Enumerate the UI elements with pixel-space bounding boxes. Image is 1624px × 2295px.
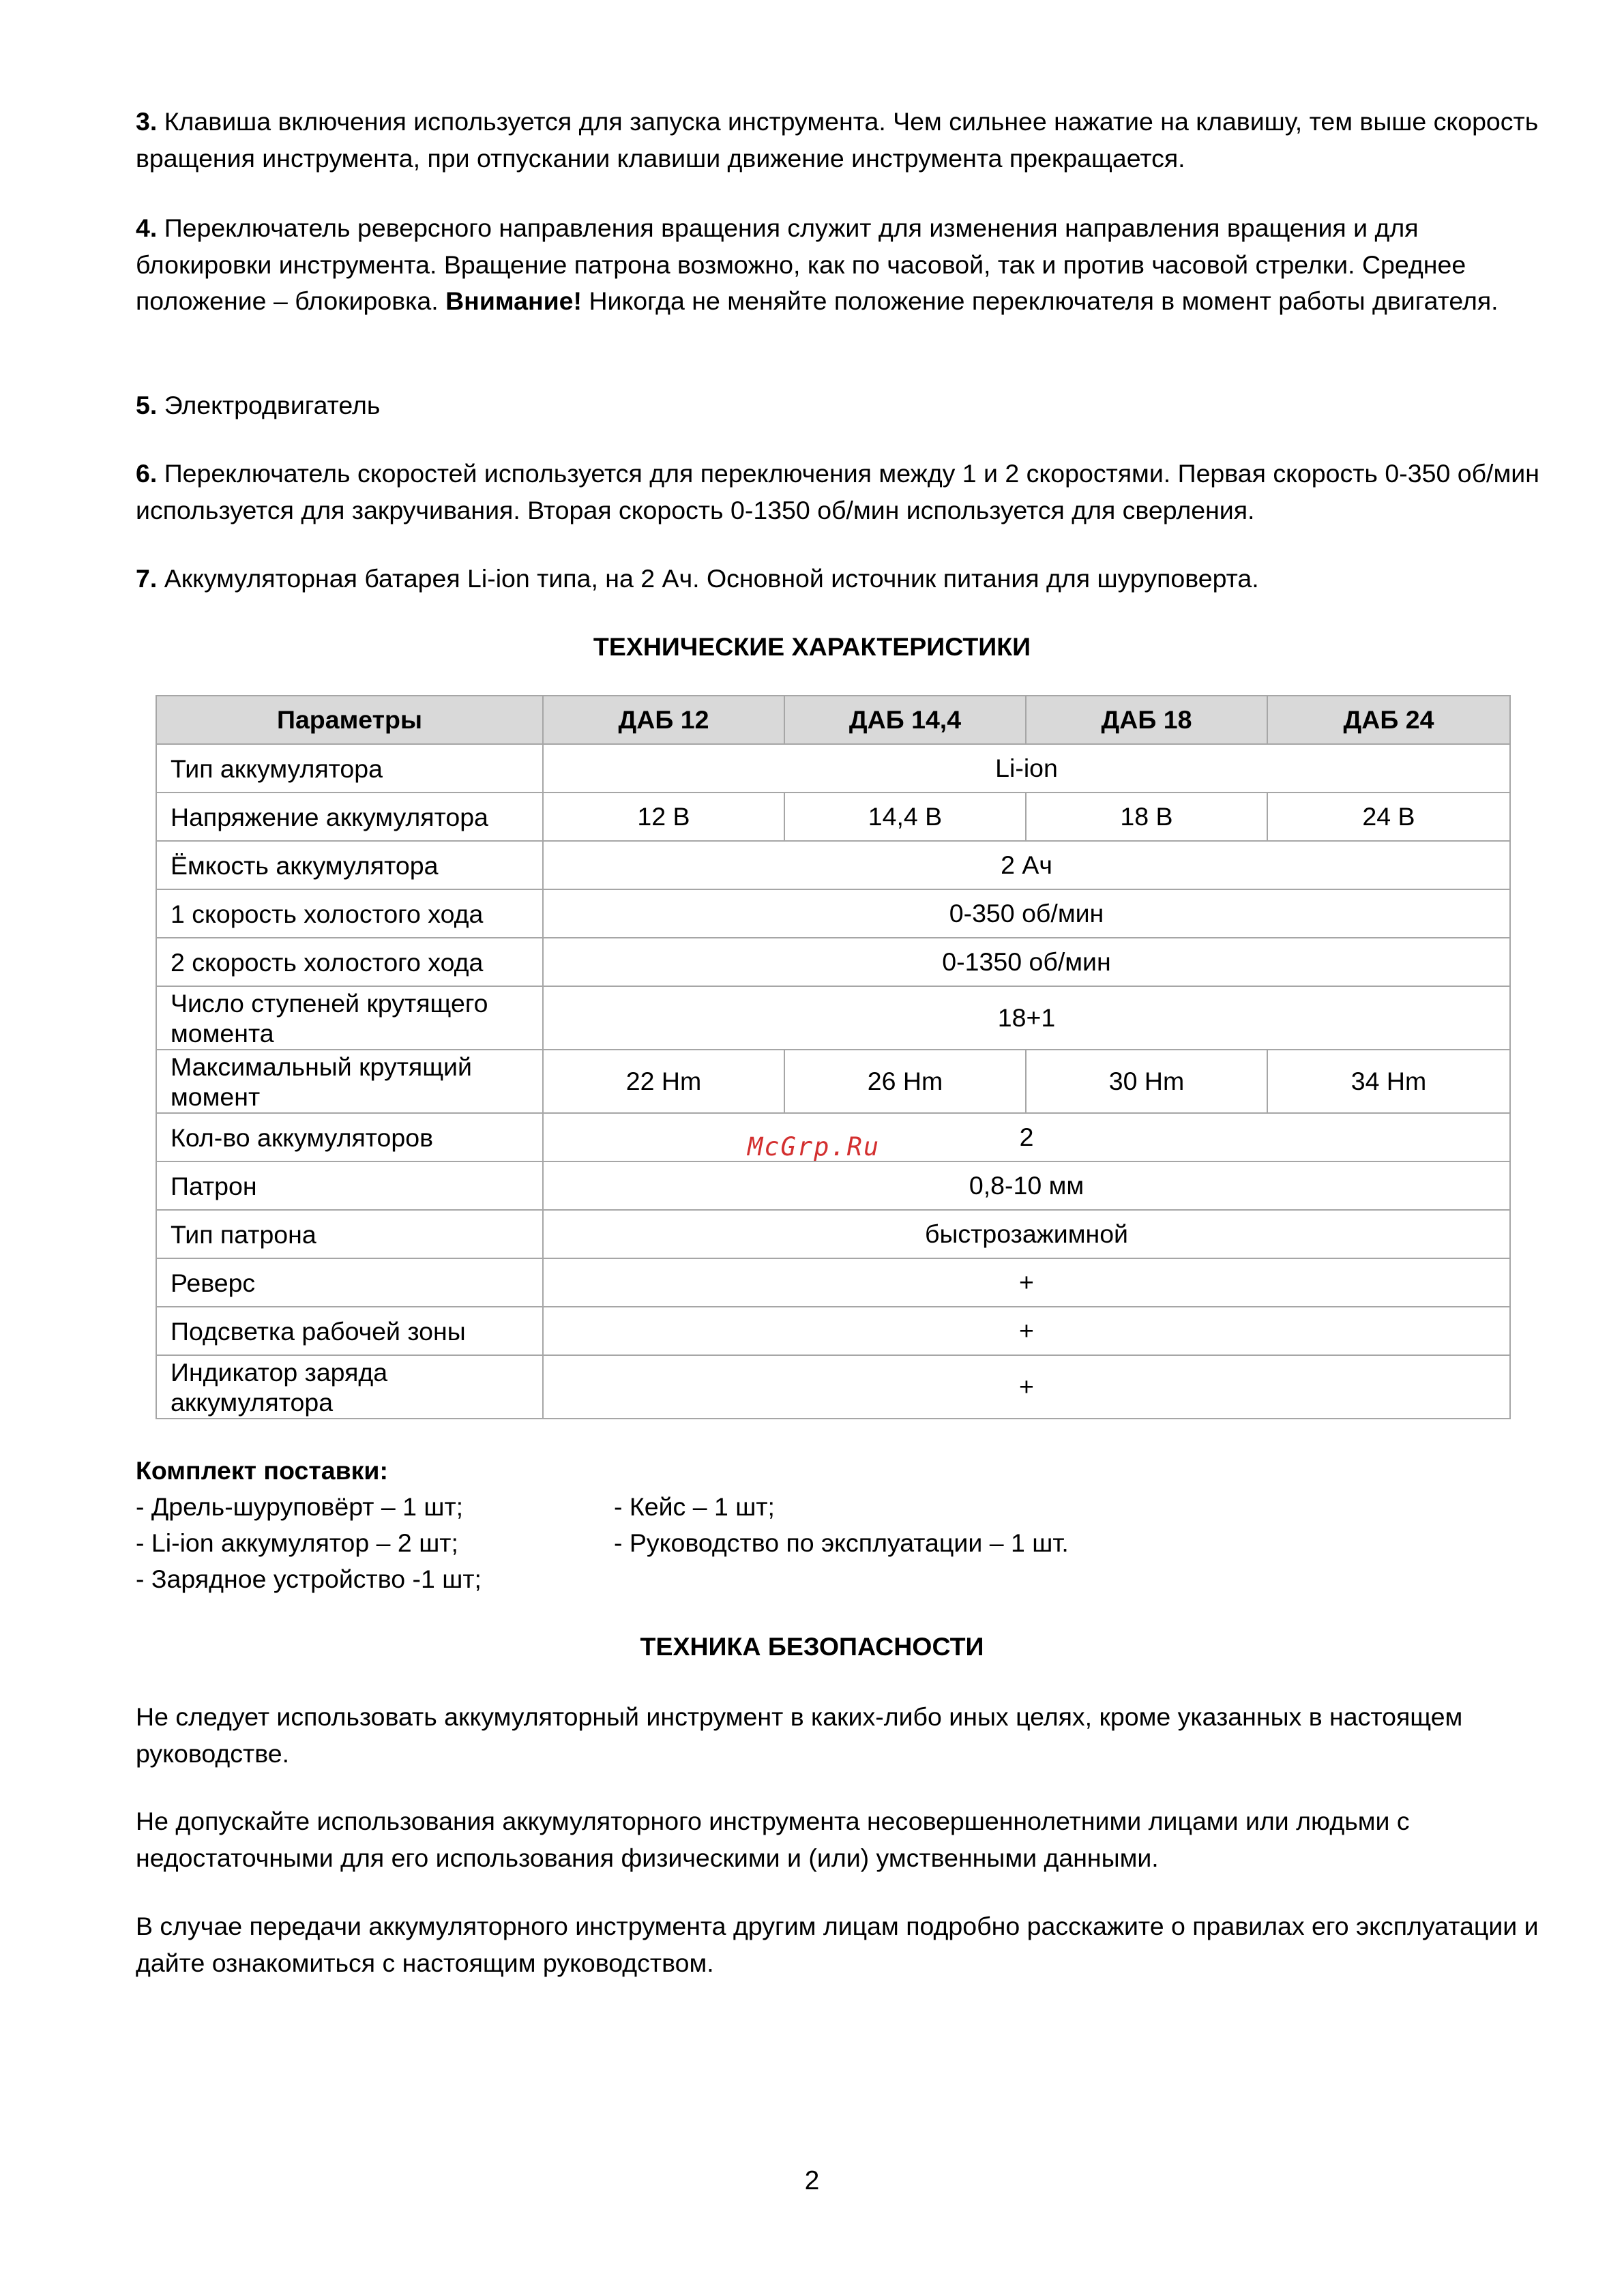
table-row [156,841,1510,889]
param-cell: Число ступеней крутящего момента [156,986,543,1050]
table-row [156,744,1510,793]
param-cell: Патрон [156,1161,543,1210]
param-cell: Подсветка рабочей зоны [156,1307,543,1355]
paragraph-text: Переключатель реверсного направления вращения служит для изменения направления вращения и для блокировки инструмента. Вращение патрона возможно, как по часовой, так и против часовой стрелки. Среднее положение – блокировка. [136,213,1466,315]
param-cell: 1 скорость холостого хода [156,889,543,938]
value-cell: Li-ion [543,744,1510,793]
table-header-row [156,696,1510,744]
specs-heading: ТЕХНИЧЕСКИЕ ХАРАКТЕРИСТИКИ [593,632,1031,661]
warning-label: Внимание! [445,286,582,315]
table-row [156,889,1510,938]
safety-heading: ТЕХНИКА БЕЗОПАСНОСТИ [640,1632,984,1661]
param-cell: Тип патрона [156,1210,543,1258]
value-cell: + [543,1307,1510,1355]
paragraph-7 [136,561,1541,597]
table-row [156,1161,1510,1210]
value-cell: + [543,1258,1510,1307]
table-row [156,1307,1510,1355]
column-header: ДАБ 12 [543,696,784,744]
paragraph-6 [136,456,1541,529]
value-cell: 2 [543,1113,1510,1161]
safety-paragraph: В случае передачи аккумуляторного инструмента другим лицам подробно расскажите о правилах его эксплуатации и дайте ознакомиться с настоящим руководством. [136,1912,1539,1977]
value-cell: 12 В [543,793,784,841]
paragraph-number: 7. [136,564,158,593]
paragraph-text: Клавиша включения используется для запуска инструмента. Чем сильнее нажатие на клавишу, тем выше скорость вращения инструмента, при отпускании клавиши движение инструмента прекращается. [136,107,1539,173]
value-cell: 0,8-10 мм [543,1161,1510,1210]
param-cell: 2 скорость холостого хода [156,938,543,986]
paragraph-number: 3. [136,107,158,136]
value-cell: быстрозажимной [543,1210,1510,1258]
page-number: 2 [804,2166,820,2195]
table-row [156,1355,1510,1419]
specs-table [156,695,1511,1419]
column-header: Параметры [156,696,543,744]
table-row [156,1050,1510,1113]
value-cell: 34 Нm [1267,1050,1510,1113]
kit-item: - Li-ion аккумулятор – 2 шт; [136,1528,458,1557]
value-cell: 18+1 [543,986,1510,1050]
kit-title: Комплект поставки: [136,1456,388,1485]
param-cell: Ёмкость аккумулятора [156,841,543,889]
value-cell: 24 В [1267,793,1510,841]
value-cell: 18 В [1026,793,1267,841]
value-cell: + [543,1355,1510,1419]
safety-paragraph: Не следует использовать аккумуляторный инструмент в каких-либо иных целях, кроме указанных в настоящем руководстве. [136,1702,1463,1768]
param-cell: Максимальный крутящий момент [156,1050,543,1113]
paragraph-4 [136,210,1541,320]
paragraph-number: 5. [136,391,158,419]
paragraph-number: 6. [136,459,158,488]
column-header: ДАБ 24 [1267,696,1510,744]
column-header: ДАБ 14,4 [784,696,1026,744]
watermark: McGrp.Ru [748,1132,881,1161]
param-cell: Индикатор заряда аккумулятора [156,1355,543,1419]
table-row [156,986,1510,1050]
value-cell: 2 Ач [543,841,1510,889]
paragraph-text: Никогда не меняйте положение переключателя в момент работы двигателя. [582,286,1498,315]
paragraph-5 [136,387,1541,424]
param-cell: Кол-во аккумуляторов [156,1113,543,1161]
value-cell: 22 Нm [543,1050,784,1113]
kit-item: - Руководство по эксплуатации – 1 шт. [614,1528,1069,1557]
kit-item: - Зарядное устройство -1 шт; [136,1565,482,1593]
table-row [156,1210,1510,1258]
value-cell: 30 Нm [1026,1050,1267,1113]
param-cell: Реверс [156,1258,543,1307]
value-cell: 26 Нm [784,1050,1026,1113]
paragraph-text: Переключатель скоростей используется для переключения между 1 и 2 скоростями. Первая скорость 0-350 об/мин используется для закручивания. Вторая скорость 0-1350 об/мин используется для сверления. [136,459,1539,524]
param-cell: Напряжение аккумулятора [156,793,543,841]
value-cell: 0-350 об/мин [543,889,1510,938]
paragraph-text: Аккумуляторная батарея Li-ion типа, на 2 Ач. Основной источник питания для шуруповерта. [157,564,1259,593]
kit-item: - Дрель-шуруповёрт – 1 шт; [136,1492,464,1521]
param-cell: Тип аккумулятора [156,744,543,793]
table-row [156,938,1510,986]
kit-item: - Кейс – 1 шт; [614,1492,775,1521]
value-cell: 14,4 В [784,793,1026,841]
column-header: ДАБ 18 [1026,696,1267,744]
paragraph-text: Электродвигатель [157,391,381,419]
paragraph-3 [136,104,1541,177]
table-row [156,1258,1510,1307]
paragraph-number: 4. [136,213,158,242]
table-row [156,793,1510,841]
safety-paragraph: Не допускайте использования аккумуляторного инструмента несовершеннолетними лицами или людьми с недостаточными для его использования физическими и (или) умственными данными. [136,1807,1410,1872]
value-cell: 0-1350 об/мин [543,938,1510,986]
